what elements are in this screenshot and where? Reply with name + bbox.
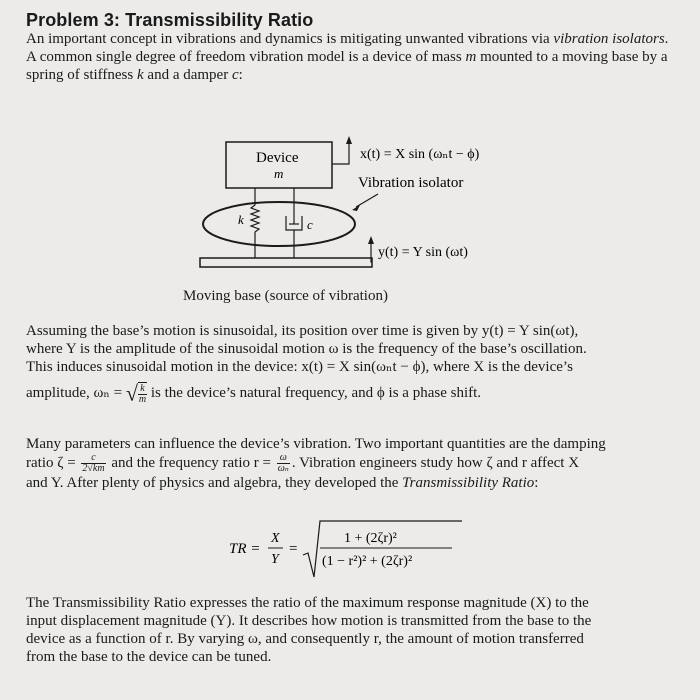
equation-denominator: (1 − r²)² + (2ζr)² [322, 554, 413, 569]
sqrt-numerator: k [138, 384, 147, 395]
equation-x: X [271, 531, 280, 546]
intro-var-m: m [465, 49, 477, 65]
para3-line-3 [26, 474, 676, 492]
device-motion-arrowhead [346, 136, 352, 144]
para3-line-1: Many parameters can influence the device’s vibration. Two important quantities are the damping [26, 436, 606, 452]
frequency-ratio-numerator: ω [277, 453, 290, 464]
intro-var-c: c [231, 67, 239, 83]
intro-text-2: . A common single degree of freedom vibration model is a device of mass [26, 31, 669, 65]
equation-y: Y [271, 552, 279, 567]
para3-line-3-colon: : [534, 475, 539, 491]
damping-ratio-lead: ratio ζ = [26, 454, 80, 471]
diagram-caption: Moving base (source of vibration) [183, 288, 388, 304]
damping-ratio-numerator: c [81, 453, 105, 464]
base-motion-paragraph [26, 322, 676, 405]
moving-base [200, 258, 372, 267]
base-motion-label: y(t) = Y sin (ωt) [378, 245, 468, 260]
frequency-ratio-tail: . Vibration engineers study how ζ and r affect X [291, 454, 580, 471]
para3-line-3-text: and Y. After plenty of physics and algebra, they developed the [26, 475, 403, 491]
device-motion-label: x(t) = X sin (ωₙt − ϕ) [360, 147, 480, 162]
equation-numerator: 1 + (2ζr)² [344, 531, 397, 546]
para3-line-2 [26, 453, 676, 474]
parameters-paragraph [26, 435, 676, 492]
sqrt-denominator: m [138, 394, 147, 405]
frequency-ratio-lead: and the frequency ratio r = [107, 454, 275, 471]
equation-lhs: TR = [229, 541, 261, 557]
frequency-ratio-fraction [277, 453, 290, 474]
natural-frequency-lead: amplitude, ωₙ = [26, 384, 126, 401]
isolator-label: Vibration isolator [358, 175, 464, 191]
transmissibility-ratio-term: Transmissibility Ratio [402, 475, 535, 491]
para4-line-3: device as a function of r. By varying ω, and consequently r, the amount of motion transferred [26, 631, 584, 647]
damper-label: c [307, 217, 313, 232]
intro-term-vibration-isolators: vibration isolators [553, 31, 665, 47]
natural-frequency-tail: is the device’s natural frequency, and ϕ is a phase shift. [147, 384, 482, 401]
intro-text-4: and a damper [143, 67, 232, 83]
problem-title: Problem 3: Transmissibility Ratio [26, 10, 314, 30]
equation-equals: = [289, 541, 298, 557]
isolator-ellipse [203, 202, 355, 246]
para4-line-1: The Transmissibility Ratio expresses the ratio of the maximum response magnitude (X) to the [26, 595, 589, 611]
para4-line-4: from the base to the device can be tuned. [26, 649, 272, 665]
spring-label: k [238, 212, 244, 227]
intro-text-3: mounted to a moving base by a spring of stiffness [26, 49, 668, 83]
natural-frequency-sqrt: √ $\frac{k}{m}$ [125, 380, 147, 406]
frequency-ratio-denominator: ωₙ [277, 463, 289, 474]
isolator-pointer-arrowhead [352, 205, 360, 211]
device-label: Device [256, 150, 299, 166]
intro-text-1: An important concept in vibrations and dynamics is mitigating unwanted vibrations via [26, 31, 554, 47]
para2-line-2: where Y is the amplitude of the sinusoidal motion ω is the frequency of the base’s oscillation. [26, 341, 587, 357]
isolator-diagram [0, 0, 700, 290]
damping-ratio-denominator: 2√km [82, 463, 105, 474]
para2-line-1: Assuming the base’s motion is sinusoidal, its position over time is given by y(t) = Y sin(ωt), [26, 323, 579, 339]
base-motion-arrowhead [368, 236, 374, 244]
damping-ratio-fraction [81, 453, 105, 474]
isolator-pointer-line [356, 194, 378, 207]
para2-line-3: This induces sinusoidal motion in the device: x(t) = X sin(ωₙt − ϕ), where X is the device’s [26, 359, 573, 375]
para4-line-2: input displacement magnitude (Y). It describes how motion is transmitted from the base to the [26, 613, 592, 629]
conclusion-paragraph [26, 594, 676, 666]
para2-line-4 [26, 382, 676, 405]
device-mass-label: m [274, 166, 284, 181]
transmissibility-equation [0, 515, 700, 585]
intro-text-5: : [238, 67, 243, 83]
intro-var-k: k [136, 67, 144, 83]
spring [251, 188, 259, 258]
